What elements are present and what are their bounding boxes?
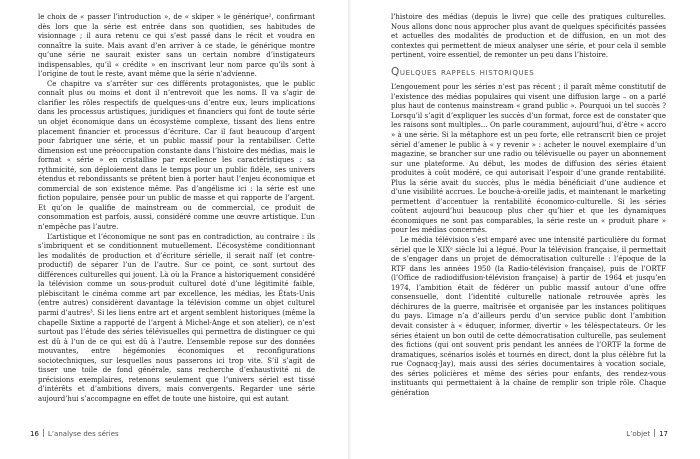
left-footer [30,429,119,438]
running-title-left: L’analyse des séries [47,430,119,438]
right-footer [626,429,668,438]
left-paragraph-2: Ce chapitre va s’arrêter sur ces différents protagonistes, que le public connaît plus ou moins et dont il n’entrevoit que les noms. Il va s’agir de clarifier les rôles respectifs de quelques-uns d’entre eux, leurs implications dans les processus artistiques, juridiques et financiers qui font de toute série un objet économique dans un écosystème complexe, tissant des liens entre placement financier et processus d’écriture. Car il faut beaucoup d’argent pour fabriquer une série, et un public massif pour la rentabiliser. Cette dimension est une préoccupation constante dans l’histoire des médias, mais le format « série » en cristallise par excellence les caractéristiques : sa rythmicité, son déploiement dans le temps pour un public fidèle, ses univers étendus et rebondissants se prêtent bien à porter haut l’enjeu économique et commercial de son existence même. Pas d’angélisme ici : la série est une fiction populaire, pensée pour un public de masse et qui rapporte de l’argent. Et qu’on le qualifie de mainstream ou de commercial, ce produit de consommation est parfois, aussi, considéré comme une œuvre artistique. L’un n’empêche pas l’autre. [38,79,315,232]
page-number-right: 17 [659,430,668,438]
left-paragraph-3: L’artistique et l’économique ne sont pas en contradiction, au contraire : ils s’imbriquent et se conditionnent mutuellement. L’écosystème conditionnant les modalités de production et d’écriture sérielle, il serait naïf (et contre-productif) de séparer l’un de l’autre. Sur ce point, ce sont surtout des différences culturelles qui jouent. Là où la France a historiquement considéré la télévision comme un sous-produit culturel doté d’une légitimité faible, plébiscitant le cinéma comme art par excellence, les médias, les États-Unis (entre autres) considèrent davantage la télévision comme un objet culturel parmi d’autres³. Si les liens entre art et argent semblent historiques (même la chapelle Sixtine a rapporté de l’argent à Michel-Ange et son atelier), ce n’est surtout pas l’étude des séries télévisuelles qui permettra de distinguer ce qui est dû à l’un de ce qui est dû à l’autre. L’ensemble repose sur des données mouvantes, entre hégémonies économiques et reconfigurations sociotechniques, sur lesquelles nous passerons ici trop vite. S’il s’agit de tisser une toile de fond générale, sans recherche d’exhaustivité ni de précisions exemplaires, retenons seulement que l’univers sériel est tissé d’intérêts et d’ambitions divers, mais convergents. Regarder une série aujourd’hui s’accompagne en effet de toute une histoire, qui est autant [38,232,315,403]
footer-divider [43,429,44,437]
right-paragraph-3: Le média télévision s’est emparé avec une intensité particulière du format sériel que le XIXᵉ siècle lui a légué. Pour la télévision française, il permettait de s’engager dans un projet de démocratisation culturelle : l’époque de la RTF dans les années 1950 (la Radio-télévision française), puis de l’ORTF (l’Office de radiodiffusion-télévision française) à partir de 1964 et jusqu’en 1974, l’ambition était de fédérer un public massif autour d’une offre consensuelle, dont l’identité culturelle nationale retrouvée après les déchirures de la guerre, maîtrisée et organisée par les instances politiques du pays. L’image n’a d’ailleurs perdu d’un service public dont l’ambition devait consister à « éduquer, informer, divertir » les téléspectateurs. Or les séries étaient un bon outil de cette démocratisation culturelle, pas seulement des fictions (qui ont souvent pris pendant les années de l’ORTF la forme de dramatiques, scénarios isolés et tournés en direct, dont la plus célèbre fut la rue Cognacq-Jay), mais aussi des séries documentaires à vocation sociale, des séries policières et même des séries pour enfants, des rendez-vous instituants qui permettaient à la chaîne de remplir son triple rôle. Chaque génération [391,236,666,397]
right-page-text [391,13,666,398]
right-paragraph-2: L’engouement pour les séries n’est pas récent ; il paraît même constitutif de l’existence des médias populaires qui visent une diffusion large – on a parlé plus haut de contenus mainstream « grand public ». Pourquoi un tel succès ? Lorsqu’il s’agit d’expliquer les succès d’un format, force est de constater que les raisons sont multiples… On parle couramment, aujourd’hui, d’être « accro » à une série. Si la métaphore est un peu forte, elle retranscrit bien ce projet sériel d’amener le public à « y revenir » : acheter le nouvel exemplaire d’un magazine, se brancher sur une radio ou télévisuelle ou payer un abonnement sur une plateforme. Au début, les modes de diffusion des séries étaient produites à coût modéré, ce qui autorisait l’espoir d’une grande rentabilité. Plus la série avait du succès, plus le média bénéficiait d’une audience et d’une visibilité accrues. Le bouche-à-oreille jadis, et maintenant le marketing permettent d’accentuer la rentabilité économico-culturelle. Si les séries coûtent aujourd’hui beaucoup plus cher qu’hier et que les dynamiques économiques ne sont pas comparables, la série reste un « produit phare » pour les médias concernés. [391,83,666,235]
left-page [0,0,349,459]
page-number-left: 16 [30,430,39,438]
left-page-text [38,13,315,404]
section-heading: Quelques rappels historiques [391,65,535,78]
left-paragraph-1: le choix de « passer l’introduction », de « skiper » le générique², confirmant dès lors que la série est entrée dans son quotidien, ses habitudes de visionnage ; il aura retenu ce qui s’est passé dans le récit et voudra en connaître la suite. Mais avant d’en arriver à ce stade, le générique montre qu’une série ne saurait exister sans un certain nombre d’instigateurs indispensables, qu’il « crédite » en inscrivant leur nom parce qu’ils sont à l’origine de tout le reste, avant même que la série n’advienne. [38,13,315,79]
right-paragraph-1: l’histoire des médias (depuis le livre) que celle des pratiques culturelles. Nous allons donc nous approcher plus avant de quelques spécificités passées et actuelles des modalités de production et de diffusion, en un mot des contextes qui permettent de mieux analyser une série, et pour cela il semble pertinent, voire essentiel, de remonter un peu dans l’histoire. [391,13,666,60]
right-page [351,0,700,459]
footer-divider [654,429,655,437]
running-title-right: L’objet [626,430,651,438]
